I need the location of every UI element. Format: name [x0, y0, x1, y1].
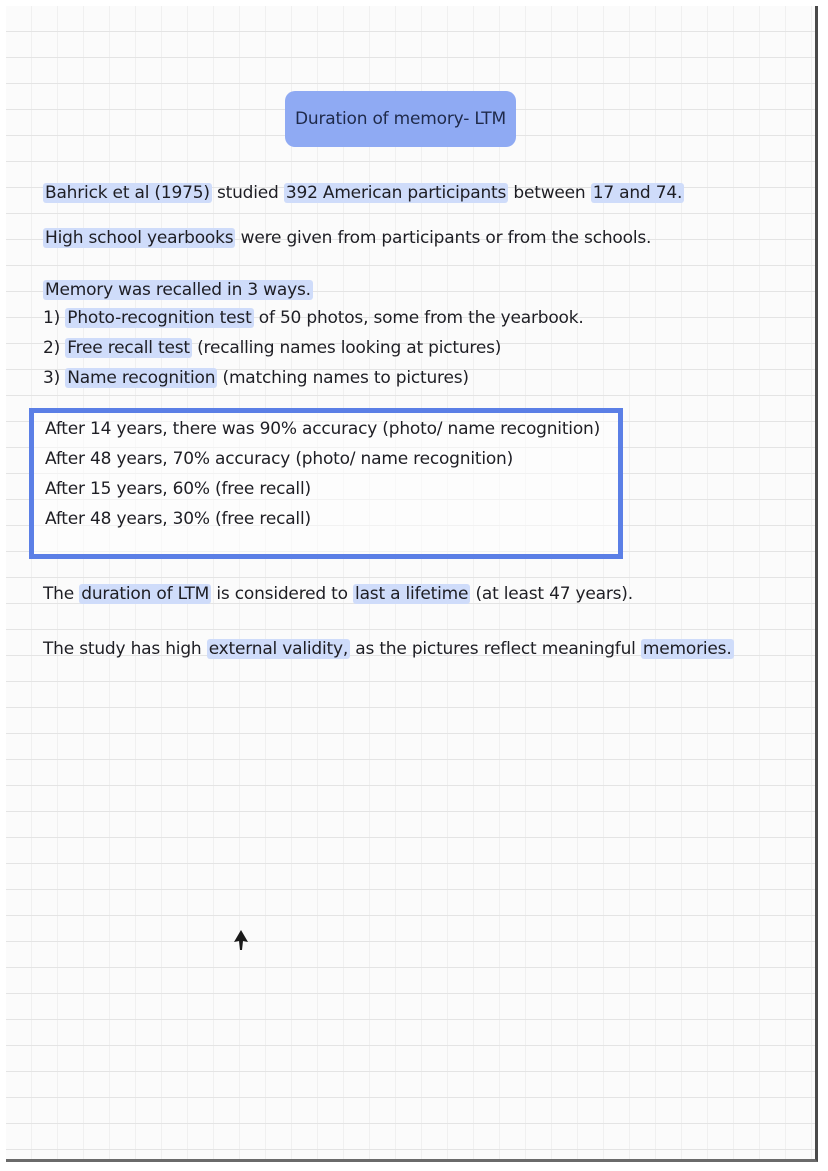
recall-item-2	[43, 338, 501, 358]
item-number: 1)	[43, 308, 66, 328]
highlight-name-recognition: Name recognition	[67, 368, 216, 388]
page-title-text: Duration of memory- LTM	[295, 109, 506, 129]
result-line: After 14 years, there was 90% accuracy (photo/ name recognition)	[45, 419, 601, 439]
evaluation-line	[43, 639, 734, 659]
text: (matching names to pictures)	[217, 368, 469, 388]
conclusion-line	[43, 584, 633, 604]
highlight-ages: 17 and 74.	[592, 183, 683, 203]
highlight-yearbooks: High school yearbooks	[45, 228, 234, 248]
text: between	[508, 183, 591, 203]
study-line-1	[43, 183, 684, 203]
highlight-participants: 392 American participants	[285, 183, 507, 203]
item-number: 3)	[43, 368, 66, 388]
recall-item-3	[43, 368, 469, 388]
results-box	[29, 408, 623, 559]
item-number: 2)	[43, 338, 66, 358]
highlight-lifetime: last a lifetime	[355, 584, 469, 604]
text: (recalling names looking at pictures)	[191, 338, 502, 358]
text: studied	[211, 183, 284, 203]
mouse-pointer-icon	[234, 930, 248, 950]
highlight-memories: memories.	[642, 639, 732, 659]
highlight-duration: duration of LTM	[81, 584, 210, 604]
text: The study has high	[43, 639, 207, 659]
recall-heading	[43, 280, 313, 300]
text: The	[43, 584, 80, 604]
page-title	[285, 91, 516, 147]
study-line-2	[43, 228, 651, 248]
highlight-external-validity: external validity,	[208, 639, 349, 659]
text: were given from participants or from the schools.	[235, 228, 652, 248]
result-line: After 48 years, 30% (free recall)	[45, 509, 311, 529]
text: as the pictures reflect meaningful	[350, 639, 641, 659]
result-line: After 15 years, 60% (free recall)	[45, 479, 311, 499]
text: of 50 photos, some from the yearbook.	[253, 308, 584, 328]
notebook-page	[6, 6, 818, 1162]
recall-item-1	[43, 308, 584, 328]
result-line: After 48 years, 70% accuracy (photo/ name recognition)	[45, 449, 514, 469]
text: is considered to	[211, 584, 354, 604]
highlight-researchers: Bahrick et al (1975)	[45, 183, 210, 203]
text: (at least 47 years).	[470, 584, 633, 604]
highlight-photo-recognition: Photo-recognition test	[67, 308, 252, 328]
highlight-free-recall: Free recall test	[67, 338, 190, 358]
highlight-recall-heading: Memory was recalled in 3 ways.	[45, 280, 311, 300]
